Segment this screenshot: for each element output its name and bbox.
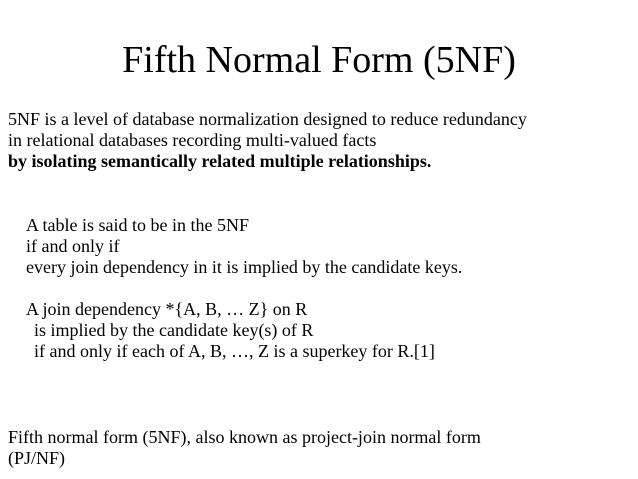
intro-line-2: in relational databases recording multi-valued facts — [8, 130, 377, 150]
definition-line-1: A table is said to be in the 5NF — [26, 215, 249, 235]
intro-line-1: 5NF is a level of database normalization designed to reduce redundancy — [8, 109, 527, 129]
join-dependency-line-2: is implied by the candidate key(s) of R — [34, 320, 314, 340]
footer-paragraph — [8, 427, 481, 469]
definition-line-2: if and only if — [26, 236, 120, 256]
join-dependency-paragraph — [26, 299, 435, 362]
intro-paragraph — [8, 109, 527, 172]
join-dependency-line-3: if and only if each of A, B, …, Z is a superkey for R.[1] — [34, 341, 435, 361]
footer-line-1: Fifth normal form (5NF), also known as project-join normal form — [8, 427, 481, 447]
definition-line-3: every join dependency in it is implied by the candidate keys. — [26, 257, 463, 277]
definition-paragraph — [26, 215, 462, 278]
intro-line-3-bold: by isolating semantically related multiple relationships. — [8, 151, 432, 171]
footer-line-2: (PJ/NF) — [8, 448, 66, 468]
join-dependency-line-1: A join dependency *{A, B, … Z} on R — [26, 299, 308, 319]
slide-title: Fifth Normal Form (5NF) — [122, 39, 516, 81]
